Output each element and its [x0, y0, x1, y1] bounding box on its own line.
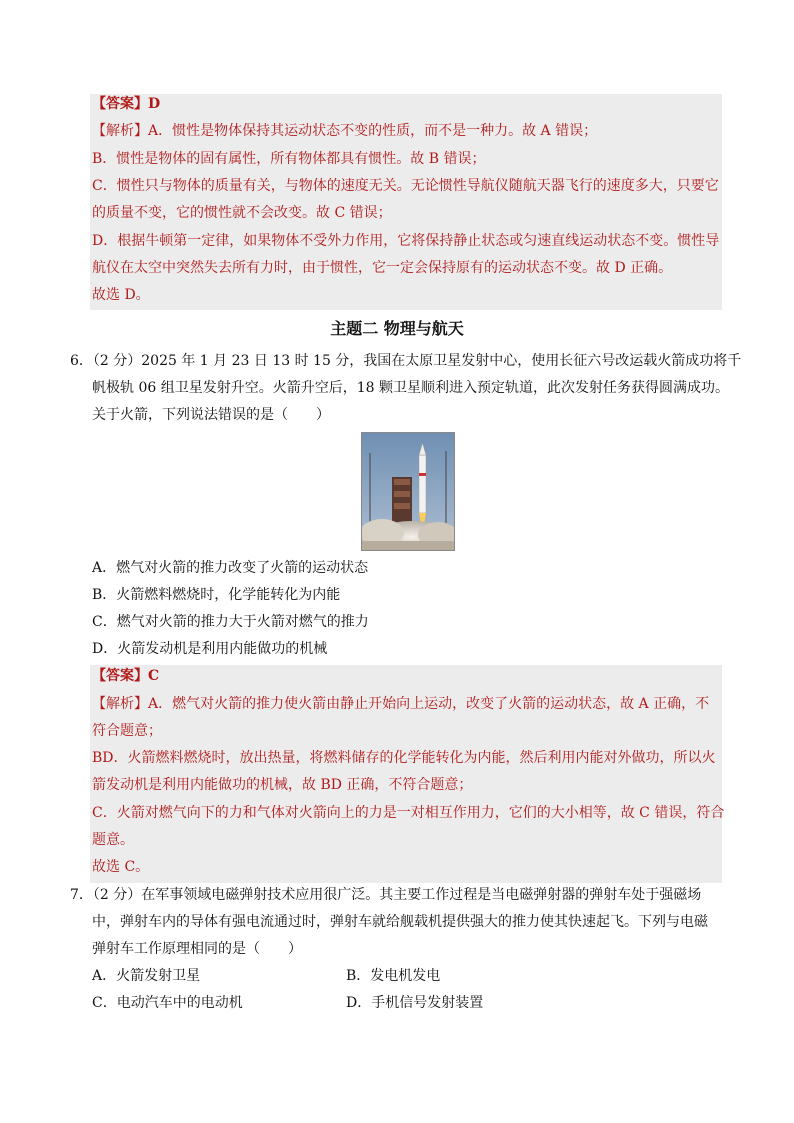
analysis-line: BD．火箭燃料燃烧时，放出热量，将燃料储存的化学能转化为内能，然后利用内能对外做功，所以火 [92, 750, 716, 766]
option-a: A．火箭发射卫星 [92, 968, 201, 984]
option-c: C．电动汽车中的电动机 [92, 995, 243, 1011]
analysis-line: C．火箭对燃气向下的力和气体对火箭向上的力是一对相互作用力，它们的大小相等，故 C 错误，符合 [92, 805, 725, 821]
rocket-launch-image [362, 433, 454, 550]
question-6-stem: 帆极轨 06 组卫星发射升空。火箭升空后，18 颗卫星顺利进入预定轨道，此次发射任务获得圆满成功。 [92, 380, 729, 396]
analysis-line: 【解析】A．燃气对火箭的推力使火箭由静止开始向上运动，改变了火箭的运动状态，故 A 正确，不 [92, 696, 710, 712]
analysis-line: 故选 C。 [92, 859, 150, 875]
question-7-stem: 弹射车工作原理相同的是（ ） [92, 941, 302, 957]
answer-line: 【答案】C [92, 668, 160, 684]
question-7-stem: 7．（2 分）在军事领域电磁弹射技术应用很广泛。其主要工作过程是当电磁弹射器的弹射车处于强磁场 [70, 887, 702, 903]
option-d: D．火箭发动机是利用内能做功的机械 [92, 641, 328, 657]
analysis-line: D．根据牛顿第一定律，如果物体不受外力作用，它将保持静止状态或匀速直线运动状态不变。惯性导 [92, 233, 720, 249]
analysis-line: 航仪在太空中突然失去所有力时，由于惯性，它一定会保持原有的运动状态不变。故 D 正确。 [92, 260, 673, 276]
option-b: B．发电机发电 [346, 968, 441, 984]
analysis-line: B．惯性是物体的固有属性，所有物体都具有惯性。故 B 错误； [92, 151, 486, 167]
analysis-line: 【解析】A．惯性是物体保持其运动状态不变的性质，而不是一种力。故 A 错误； [92, 123, 598, 139]
option-c: C．燃气对火箭的推力大于火箭对燃气的推力 [92, 614, 369, 630]
rocket-launch-photo [361, 432, 455, 551]
question-6-stem: 关于火箭，下列说法错误的是（ ） [92, 407, 330, 423]
analysis-line: 的质量不变，它的惯性就不会改变。故 C 错误； [92, 205, 392, 221]
analysis-line: 符合题意； [92, 723, 162, 739]
option-a: A．燃气对火箭的推力改变了火箭的运动状态 [92, 560, 369, 576]
option-d: D．手机信号发射装置 [346, 995, 484, 1011]
question-7-stem: 中，弹射车内的导体有强电流通过时，弹射车就给舰载机提供强大的推力使其快速起飞。下列与电磁 [92, 914, 708, 930]
analysis-line: 故选 D。 [92, 287, 150, 303]
analysis-line: 题意。 [92, 832, 134, 848]
option-b: B．火箭燃料燃烧时，化学能转化为内能 [92, 587, 341, 603]
answer-line: 【答案】D [92, 96, 161, 112]
analysis-line: C．惯性只与物体的质量有关，与物体的速度无关。无论惯性导航仪随航天器飞行的速度多大，只要它 [92, 178, 719, 194]
question-6-stem: 6．（2 分）2025 年 1 月 23 日 13 时 15 分，我国在太原卫星发射中心，使用长征六号改运载火箭成功将千 [70, 353, 742, 369]
section-title: 主题二 物理与航天 [330, 319, 464, 338]
analysis-line: 箭发动机是利用内能做功的机械，故 BD 正确，不符合题意； [92, 777, 473, 793]
